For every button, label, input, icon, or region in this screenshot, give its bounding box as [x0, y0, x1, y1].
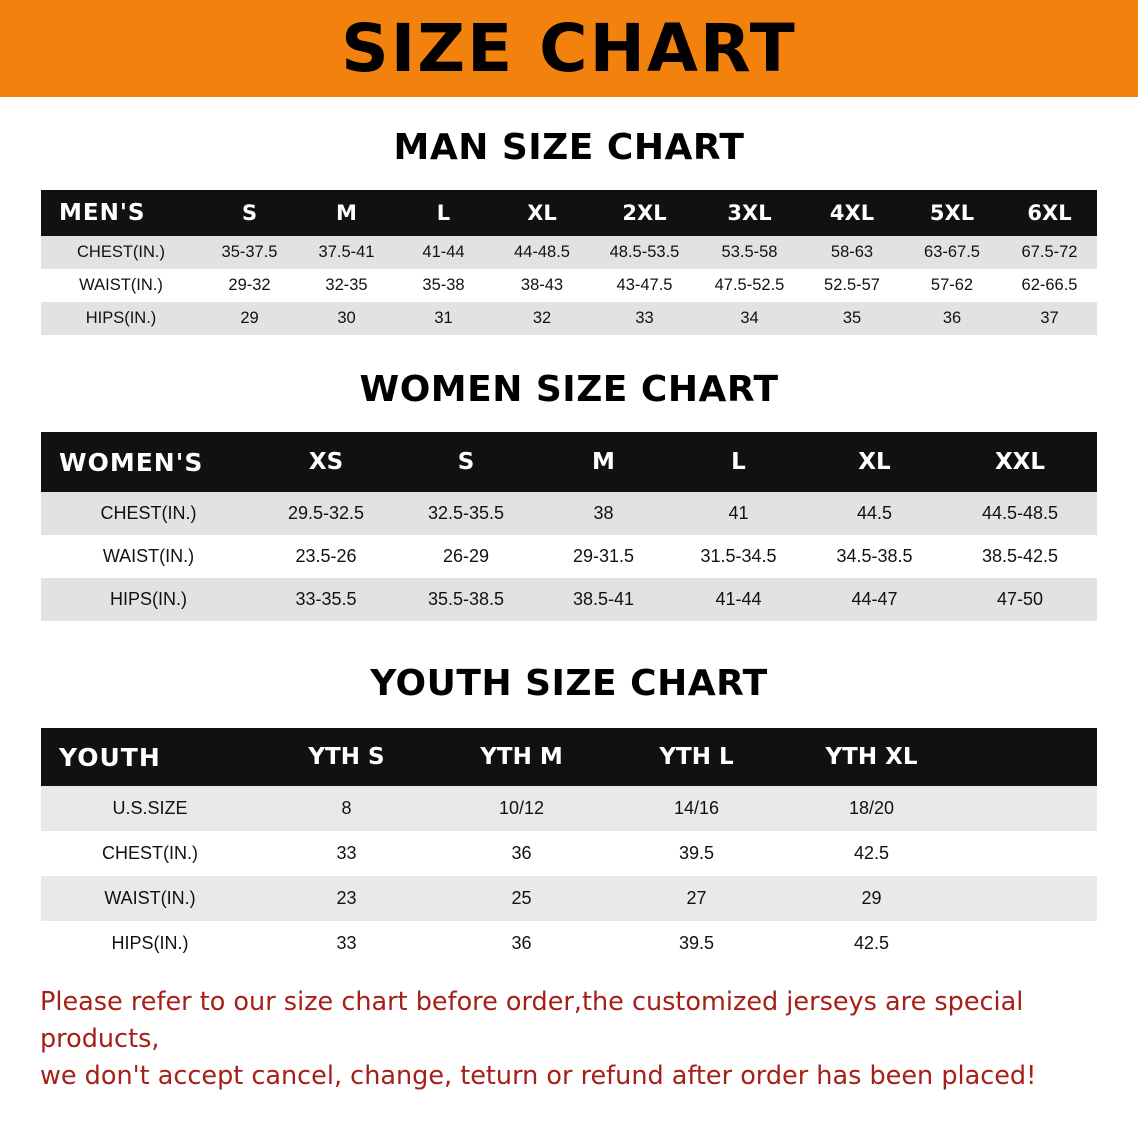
man-cell: 32-35	[298, 269, 395, 302]
youth-cell: 36	[434, 921, 609, 966]
man-cell: 35	[802, 302, 902, 335]
youth-cell: 18/20	[784, 786, 959, 831]
youth-cell-spacer	[959, 831, 1097, 876]
youth-cell: 14/16	[609, 786, 784, 831]
women-cell: 34.5-38.5	[806, 535, 943, 578]
man-header-cell: L	[395, 190, 492, 236]
youth-table-header-row	[41, 728, 1097, 786]
man-header-cell: 3XL	[697, 190, 802, 236]
table-row	[41, 492, 1097, 535]
women-header-cell: XS	[256, 432, 396, 492]
man-row-label: WAIST(IN.)	[41, 269, 201, 302]
youth-header-cell: YOUTH	[41, 728, 259, 786]
youth-cell-spacer	[959, 876, 1097, 921]
youth-section-title: YOUTH SIZE CHART	[370, 663, 768, 704]
man-header-cell: 5XL	[902, 190, 1002, 236]
man-cell: 36	[902, 302, 1002, 335]
man-cell: 57-62	[902, 269, 1002, 302]
women-cell: 31.5-34.5	[671, 535, 806, 578]
man-cell: 47.5-52.5	[697, 269, 802, 302]
women-cell: 23.5-26	[256, 535, 396, 578]
man-header-cell: 2XL	[592, 190, 697, 236]
women-header-cell: WOMEN'S	[41, 432, 256, 492]
women-size-table	[41, 432, 1097, 621]
women-cell: 41-44	[671, 578, 806, 621]
youth-cell: 10/12	[434, 786, 609, 831]
man-cell: 29-32	[201, 269, 298, 302]
youth-cell: 23	[259, 876, 434, 921]
youth-cell: 36	[434, 831, 609, 876]
youth-table-wrapper	[41, 728, 1097, 966]
youth-row-label: U.S.SIZE	[41, 786, 259, 831]
table-row	[41, 876, 1097, 921]
youth-cell: 29	[784, 876, 959, 921]
man-cell: 44-48.5	[492, 236, 592, 269]
man-cell: 37.5-41	[298, 236, 395, 269]
women-cell: 29.5-32.5	[256, 492, 396, 535]
youth-header-spacer	[959, 728, 1097, 786]
man-cell: 67.5-72	[1002, 236, 1097, 269]
women-cell: 44.5-48.5	[943, 492, 1097, 535]
disclaimer-note	[40, 984, 1098, 1095]
man-cell: 62-66.5	[1002, 269, 1097, 302]
youth-cell-spacer	[959, 921, 1097, 966]
youth-cell: 42.5	[784, 921, 959, 966]
man-header-cell: M	[298, 190, 395, 236]
women-cell: 44.5	[806, 492, 943, 535]
man-row-label: CHEST(IN.)	[41, 236, 201, 269]
man-cell: 30	[298, 302, 395, 335]
youth-cell: 8	[259, 786, 434, 831]
women-cell: 47-50	[943, 578, 1097, 621]
women-header-cell: XXL	[943, 432, 1097, 492]
man-cell: 48.5-53.5	[592, 236, 697, 269]
youth-cell: 33	[259, 831, 434, 876]
women-section-title: WOMEN SIZE CHART	[359, 369, 779, 410]
table-row	[41, 302, 1097, 335]
table-row	[41, 921, 1097, 966]
table-row	[41, 831, 1097, 876]
youth-size-table	[41, 728, 1097, 966]
youth-row-label: CHEST(IN.)	[41, 831, 259, 876]
women-header-cell: L	[671, 432, 806, 492]
man-cell: 29	[201, 302, 298, 335]
women-cell: 29-31.5	[536, 535, 671, 578]
man-table-header-row	[41, 190, 1097, 236]
women-table-wrapper	[41, 432, 1097, 621]
youth-cell: 39.5	[609, 831, 784, 876]
man-table-wrapper	[41, 190, 1097, 335]
man-cell: 41-44	[395, 236, 492, 269]
man-header-cell: S	[201, 190, 298, 236]
youth-cell: 25	[434, 876, 609, 921]
man-cell: 35-37.5	[201, 236, 298, 269]
youth-cell: 39.5	[609, 921, 784, 966]
youth-header-cell: YTH L	[609, 728, 784, 786]
man-header-cell: XL	[492, 190, 592, 236]
youth-cell: 33	[259, 921, 434, 966]
man-cell: 63-67.5	[902, 236, 1002, 269]
women-header-cell: M	[536, 432, 671, 492]
page-title: SIZE CHART	[341, 9, 797, 87]
man-header-cell: 6XL	[1002, 190, 1097, 236]
table-row	[41, 236, 1097, 269]
man-cell: 53.5-58	[697, 236, 802, 269]
youth-row-label: HIPS(IN.)	[41, 921, 259, 966]
women-cell: 41	[671, 492, 806, 535]
women-header-cell: XL	[806, 432, 943, 492]
man-header-cell: MEN'S	[41, 190, 201, 236]
man-cell: 52.5-57	[802, 269, 902, 302]
women-cell: 33-35.5	[256, 578, 396, 621]
man-cell: 34	[697, 302, 802, 335]
youth-cell: 42.5	[784, 831, 959, 876]
women-cell: 38.5-42.5	[943, 535, 1097, 578]
man-cell: 38-43	[492, 269, 592, 302]
man-cell: 35-38	[395, 269, 492, 302]
youth-cell-spacer	[959, 786, 1097, 831]
women-row-label: WAIST(IN.)	[41, 535, 256, 578]
women-row-label: CHEST(IN.)	[41, 492, 256, 535]
youth-cell: 27	[609, 876, 784, 921]
table-row	[41, 269, 1097, 302]
man-row-label: HIPS(IN.)	[41, 302, 201, 335]
disclaimer-line-2: we don't accept cancel, change, teturn or refund after order has been placed!	[40, 1060, 1037, 1091]
women-table-header-row	[41, 432, 1097, 492]
women-cell: 26-29	[396, 535, 536, 578]
women-cell: 35.5-38.5	[396, 578, 536, 621]
man-header-cell: 4XL	[802, 190, 902, 236]
table-row	[41, 535, 1097, 578]
disclaimer-line-1: Please refer to our size chart before order,the customized jerseys are special products,	[40, 987, 1024, 1054]
man-cell: 32	[492, 302, 592, 335]
page-banner	[0, 0, 1138, 97]
women-cell: 32.5-35.5	[396, 492, 536, 535]
women-cell: 38.5-41	[536, 578, 671, 621]
man-cell: 58-63	[802, 236, 902, 269]
man-section-title: MAN SIZE CHART	[393, 127, 745, 168]
women-cell: 44-47	[806, 578, 943, 621]
man-size-table	[41, 190, 1097, 335]
women-cell: 38	[536, 492, 671, 535]
man-cell: 43-47.5	[592, 269, 697, 302]
man-cell: 31	[395, 302, 492, 335]
women-row-label: HIPS(IN.)	[41, 578, 256, 621]
youth-header-cell: YTH M	[434, 728, 609, 786]
youth-header-cell: YTH XL	[784, 728, 959, 786]
women-header-cell: S	[396, 432, 536, 492]
table-row	[41, 786, 1097, 831]
man-cell: 33	[592, 302, 697, 335]
youth-header-cell: YTH S	[259, 728, 434, 786]
man-cell: 37	[1002, 302, 1097, 335]
table-row	[41, 578, 1097, 621]
youth-row-label: WAIST(IN.)	[41, 876, 259, 921]
